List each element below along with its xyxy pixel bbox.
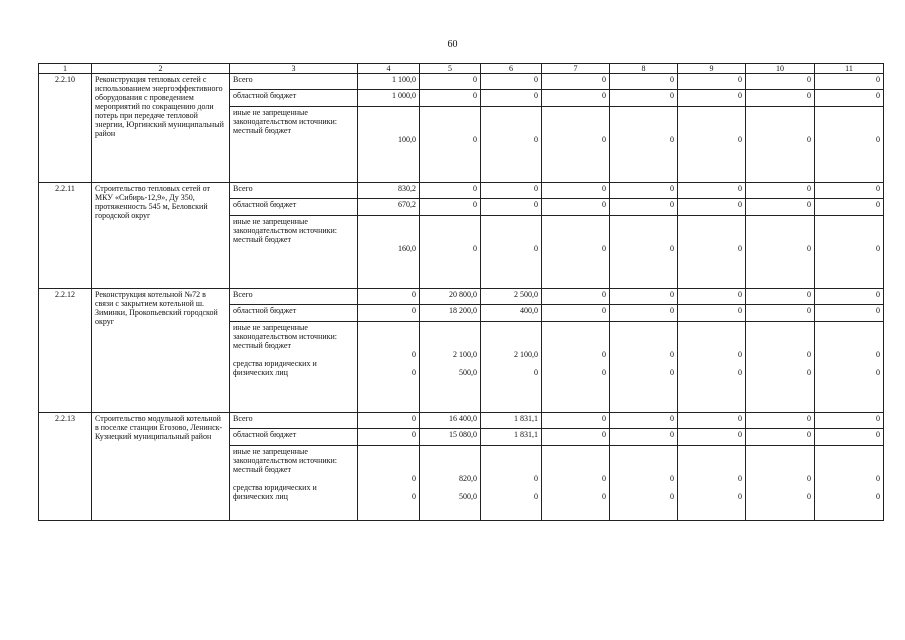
table-row [39, 289, 884, 305]
value-cell: 0 [542, 90, 610, 107]
value: 0 [534, 492, 538, 501]
page-number: 60 [447, 39, 458, 50]
value: 0 [876, 135, 880, 144]
value-cell: 0 [420, 199, 481, 216]
spacer [545, 447, 606, 474]
source-label [230, 216, 358, 289]
spacer [681, 447, 742, 474]
value: 820,0 [459, 474, 477, 483]
column-header: 9 [678, 64, 746, 74]
value: 0 [807, 492, 811, 501]
value-cell: 0 [815, 413, 884, 429]
value-cell: 0 [542, 74, 610, 90]
value-cell: 1 831,1 [481, 429, 542, 446]
value: 0 [412, 368, 416, 377]
value-cell: 0 [678, 413, 746, 429]
spacer [484, 323, 538, 350]
column-header: 10 [746, 64, 815, 74]
value-cell [610, 322, 678, 413]
value-cell: 0 [542, 429, 610, 446]
value-cell: 0 [542, 305, 610, 322]
value-cell: 0 [746, 289, 815, 305]
value: 0 [876, 368, 880, 377]
value: 0 [670, 350, 674, 359]
value-cell: 0 [678, 183, 746, 199]
spacer [545, 108, 606, 135]
value-cell: 0 [610, 305, 678, 322]
spacer [681, 217, 742, 244]
value-cell [746, 216, 815, 289]
source-label: Всего [230, 74, 358, 90]
source-label: областной бюджет [230, 199, 358, 216]
value-cell: 0 [420, 74, 481, 90]
value: 0 [738, 135, 742, 144]
value: 0 [602, 135, 606, 144]
value: 0 [412, 350, 416, 359]
value: 0 [738, 474, 742, 483]
source-label [230, 107, 358, 183]
value-cell [678, 107, 746, 183]
value-cell [542, 446, 610, 521]
value-cell [420, 446, 481, 521]
value: 0 [738, 350, 742, 359]
value-cell: 0 [481, 199, 542, 216]
value: 0 [876, 244, 880, 253]
value: 0 [670, 135, 674, 144]
source-label: областной бюджет [230, 429, 358, 446]
spacer [613, 217, 674, 244]
value-cell: 0 [815, 429, 884, 446]
value-cell [678, 446, 746, 521]
value-cell: 0 [746, 90, 815, 107]
source-label: Всего [230, 289, 358, 305]
value-cell [358, 322, 420, 413]
value-cell: 0 [610, 74, 678, 90]
value-cell: 0 [746, 183, 815, 199]
row-name: Строительство модульной котельной в поселке станции Егозово, Ленинск-Кузнецкий муниципальный район [92, 413, 230, 521]
value-cell: 20 800,0 [420, 289, 481, 305]
column-header: 4 [358, 64, 420, 74]
value: 0 [473, 135, 477, 144]
value-cell [815, 322, 884, 413]
row-name: Реконструкция тепловых сетей с использованием энергоэффективного оборудования с проведением мероприятий по сокращению доли потерь при передаче тепловой энергии, Юргинский муниципальный район [92, 74, 230, 183]
value-cell: 0 [815, 90, 884, 107]
value-cell: 16 400,0 [420, 413, 481, 429]
value-cell [610, 446, 678, 521]
spacer [423, 108, 477, 135]
value-cell: 0 [481, 183, 542, 199]
value: 500,0 [459, 492, 477, 501]
value-cell: 0 [542, 183, 610, 199]
spacer [484, 447, 538, 474]
source-label [230, 322, 358, 413]
value: 100,0 [398, 135, 416, 144]
row-code: 2.2.11 [39, 183, 92, 289]
spacer [749, 217, 811, 244]
value: 2 100,0 [514, 350, 538, 359]
value: 0 [602, 368, 606, 377]
value-cell [420, 216, 481, 289]
header-row [39, 64, 884, 74]
value-cell: 0 [678, 90, 746, 107]
value: 2 100,0 [453, 350, 477, 359]
table-row [39, 74, 884, 90]
value-cell: 0 [678, 74, 746, 90]
budget-table [38, 63, 884, 521]
value: 0 [602, 474, 606, 483]
value: 0 [876, 474, 880, 483]
sub-source-label: местный бюджет [233, 341, 291, 350]
value: 0 [807, 350, 811, 359]
value-cell [610, 107, 678, 183]
other-sources-label: иные не запрещенные законодательством источники: [233, 217, 338, 235]
spacer [818, 323, 880, 350]
value-cell [481, 446, 542, 521]
value: 0 [738, 244, 742, 253]
source-label [230, 446, 358, 521]
value: 0 [807, 135, 811, 144]
column-header: 3 [230, 64, 358, 74]
sub-source-label: местный бюджет [233, 126, 291, 135]
value: 0 [670, 244, 674, 253]
spacer [749, 323, 811, 350]
spacer [681, 108, 742, 135]
value-cell: 0 [678, 429, 746, 446]
value: 0 [534, 244, 538, 253]
table-body [39, 64, 884, 521]
value: 0 [738, 492, 742, 501]
value-cell: 0 [815, 305, 884, 322]
value-cell: 0 [815, 199, 884, 216]
sub-source-label: местный бюджет [233, 235, 291, 244]
value-cell: 2 500,0 [481, 289, 542, 305]
table-row [39, 183, 884, 199]
value: 0 [807, 244, 811, 253]
value-cell: 0 [358, 413, 420, 429]
value-cell [678, 322, 746, 413]
spacer [361, 323, 416, 350]
source-label: областной бюджет [230, 305, 358, 322]
value: 0 [670, 492, 674, 501]
value: 0 [412, 474, 416, 483]
value-cell: 400,0 [481, 305, 542, 322]
column-header: 5 [420, 64, 481, 74]
value-cell: 670,2 [358, 199, 420, 216]
spacer [818, 108, 880, 135]
value: 0 [534, 135, 538, 144]
column-header: 7 [542, 64, 610, 74]
value-cell: 0 [420, 183, 481, 199]
value-cell: 0 [542, 413, 610, 429]
value-cell [358, 107, 420, 183]
value-cell: 0 [815, 289, 884, 305]
value-cell: 15 080,0 [420, 429, 481, 446]
value-cell: 0 [815, 74, 884, 90]
value: 0 [602, 244, 606, 253]
spacer [749, 108, 811, 135]
value-cell [481, 107, 542, 183]
spacer [818, 447, 880, 474]
sub-source-label: местный бюджет [233, 465, 291, 474]
value-cell: 0 [746, 413, 815, 429]
value-cell: 0 [746, 199, 815, 216]
column-header: 2 [92, 64, 230, 74]
spacer [361, 447, 416, 474]
value: 0 [876, 350, 880, 359]
value: 0 [670, 474, 674, 483]
value-cell: 0 [610, 199, 678, 216]
value-cell: 0 [815, 183, 884, 199]
column-header: 1 [39, 64, 92, 74]
value-cell [542, 322, 610, 413]
value-cell [420, 107, 481, 183]
value-cell: 0 [358, 305, 420, 322]
value: 0 [473, 244, 477, 253]
value: 0 [876, 492, 880, 501]
source-label: Всего [230, 183, 358, 199]
row-code: 2.2.10 [39, 74, 92, 183]
other-sources-label: иные не запрещенные законодательством источники: [233, 108, 338, 126]
value-cell: 0 [481, 90, 542, 107]
spacer [681, 323, 742, 350]
value-cell [542, 216, 610, 289]
row-code: 2.2.13 [39, 413, 92, 521]
value-cell: 1 000,0 [358, 90, 420, 107]
value-cell: 0 [746, 74, 815, 90]
spacer [484, 217, 538, 244]
value: 0 [807, 474, 811, 483]
value-cell [746, 322, 815, 413]
value-cell: 0 [358, 429, 420, 446]
value: 0 [534, 474, 538, 483]
value-cell: 1 100,0 [358, 74, 420, 90]
spacer [423, 217, 477, 244]
value: 0 [670, 368, 674, 377]
value-cell [678, 216, 746, 289]
value: 0 [807, 368, 811, 377]
value-cell: 0 [481, 74, 542, 90]
value: 0 [602, 492, 606, 501]
value-cell: 0 [542, 289, 610, 305]
column-header: 8 [610, 64, 678, 74]
value-cell [542, 107, 610, 183]
value-cell [358, 446, 420, 521]
value-cell: 0 [678, 289, 746, 305]
spacer [361, 217, 416, 244]
value-cell [746, 107, 815, 183]
spacer [423, 447, 477, 474]
value-cell [420, 322, 481, 413]
spacer [749, 447, 811, 474]
spacer [613, 108, 674, 135]
value: 160,0 [398, 244, 416, 253]
value-cell: 0 [610, 289, 678, 305]
row-name: Реконструкция котельной №72 в связи с закрытием котельной ш. Зиминки, Прокопьевский городской округ [92, 289, 230, 413]
value-cell: 0 [678, 199, 746, 216]
other-sources-label: иные не запрещенные законодательством источники: [233, 447, 338, 465]
row-code: 2.2.12 [39, 289, 92, 413]
value-cell: 0 [358, 289, 420, 305]
value-cell: 18 200,0 [420, 305, 481, 322]
spacer [613, 323, 674, 350]
value-cell: 0 [420, 90, 481, 107]
value-cell [358, 216, 420, 289]
value-cell: 0 [746, 305, 815, 322]
value: 0 [412, 492, 416, 501]
value-cell: 0 [746, 429, 815, 446]
value-cell: 0 [542, 199, 610, 216]
table-row [39, 413, 884, 429]
spacer [361, 108, 416, 135]
value-cell [481, 322, 542, 413]
value: 0 [534, 368, 538, 377]
value-cell: 0 [610, 413, 678, 429]
column-header: 6 [481, 64, 542, 74]
row-name: Строительство тепловых сетей от МКУ «Сибирь-12,9», Ду 350, протяженность 545 м, Беловский городской округ [92, 183, 230, 289]
value: 500,0 [459, 368, 477, 377]
value-cell [746, 446, 815, 521]
spacer [545, 323, 606, 350]
value-cell [610, 216, 678, 289]
spacer [423, 323, 477, 350]
spacer [818, 217, 880, 244]
column-header: 11 [815, 64, 884, 74]
value-cell [815, 107, 884, 183]
value: 0 [738, 368, 742, 377]
sub-source-label: средства юридических и физических лиц [233, 359, 317, 377]
other-sources-label: иные не запрещенные законодательством источники: [233, 323, 338, 341]
value-cell [481, 216, 542, 289]
value-cell: 0 [678, 305, 746, 322]
value-cell: 0 [610, 429, 678, 446]
value-cell: 0 [610, 183, 678, 199]
value-cell [815, 446, 884, 521]
source-label: областной бюджет [230, 90, 358, 107]
source-label: Всего [230, 413, 358, 429]
value-cell: 830,2 [358, 183, 420, 199]
spacer [545, 217, 606, 244]
spacer [484, 108, 538, 135]
value-cell: 0 [610, 90, 678, 107]
value: 0 [602, 350, 606, 359]
sub-source-label: средства юридических и физических лиц [233, 483, 317, 501]
spacer [613, 447, 674, 474]
value-cell: 1 831,1 [481, 413, 542, 429]
value-cell [815, 216, 884, 289]
